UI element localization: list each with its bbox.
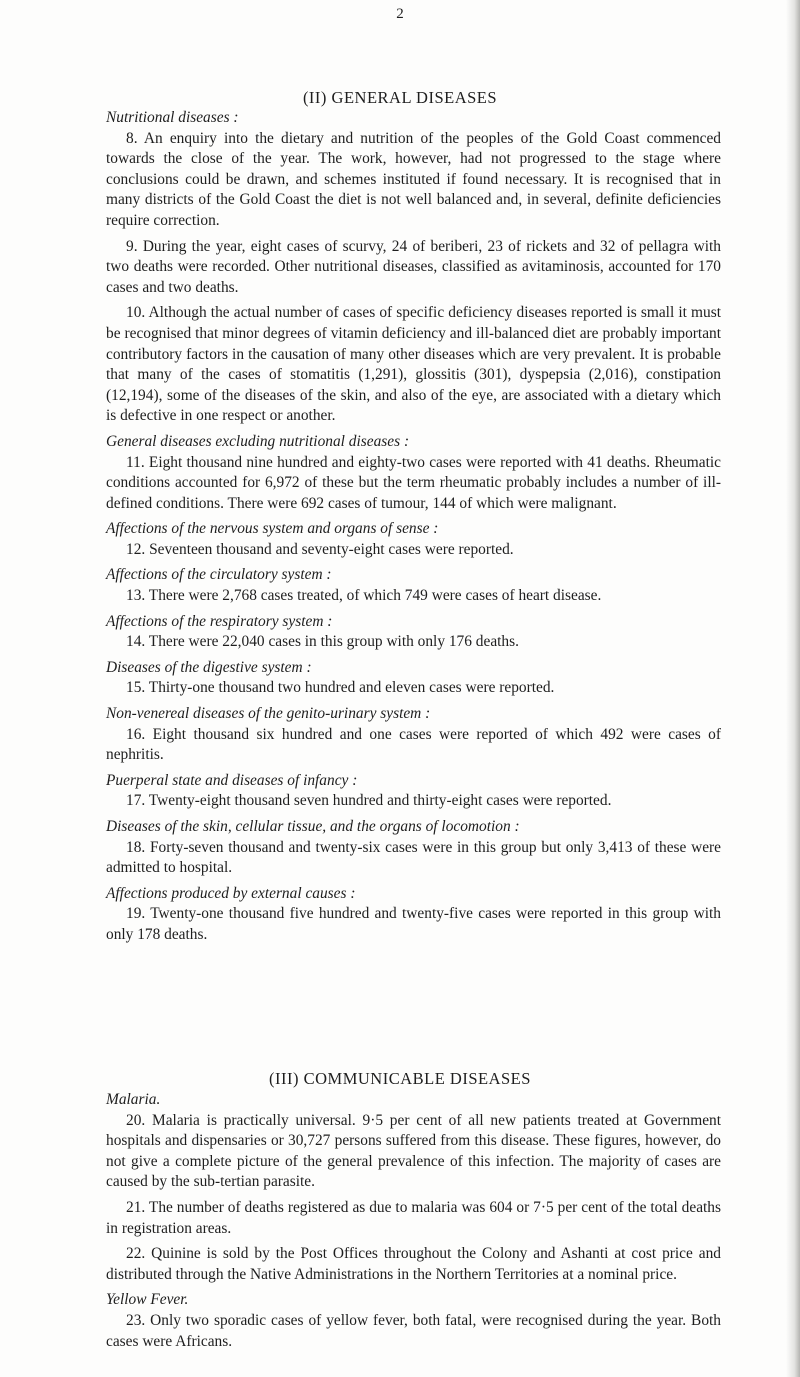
paragraph-19: 19. Twenty-one thousand five hundred and twenty-five cases were reported in this group with only 178 deaths. — [106, 905, 721, 943]
heading-nervous: Affections of the nervous system and organs of sense : — [106, 520, 439, 538]
paragraph-8: 8. An enquiry into the dietary and nutrition of the peoples of the Gold Coast commenced towards the close of the year. The work, however, had not progressed to the stage where conclusions could be drawn, and schemes instituted if found necessary. It is recognised that in many districts of the Gold Coast the diet is not well balanced and, in several, definite deficiencies require correction. — [106, 129, 721, 229]
paragraph-23: 23. Only two sporadic cases of yellow fever, both fatal, were recognised during the year. Both cases were Africans. — [106, 1311, 721, 1350]
heading-puerperal: Puerperal state and diseases of infancy : — [106, 771, 358, 789]
paragraph-13: 13. There were 2,768 cases treated, of which 749 were cases of heart disease. — [126, 587, 602, 605]
paragraph-22: 22. Quinine is sold by the Post Offices throughout the Colony and Ashanti at cost price and distributed through the Native Administrations in the Northern Territories at a nominal price. — [106, 1245, 721, 1283]
heading-circulatory: Affections of the circulatory system : — [106, 566, 332, 584]
heading-skin: Diseases of the skin, cellular tissue, and the organs of locomotion : — [106, 818, 520, 835]
paragraph-16: 16. Eight thousand six hundred and one cases were reported of which 492 were cases of nephritis. — [106, 725, 721, 764]
heading-genito-urinary: Non-venereal diseases of the genito-urinary system : — [106, 705, 431, 723]
section-title-communicable-diseases: (III) COMMUNICABLE DISEASES — [269, 1069, 531, 1088]
document-body — [106, 108, 721, 946]
heading-general: General diseases excluding nutritional diseases : — [106, 432, 410, 450]
paragraph-11: 11. Eight thousand nine hundred and eighty-two cases were reported with 41 deaths. Rheumatic conditions accounted for 6,972 of these but the term rheumatic probably includes a number of ill-defined conditions. There were 692 cases of tumour, 144 of which were malignant. — [106, 453, 721, 512]
page-number: 2 — [396, 6, 404, 22]
paragraph-14: 14. There were 22,040 cases in this group with only 176 deaths. — [126, 633, 519, 651]
paragraph-15: 15. Thirty-one thousand two hundred and eleven cases were reported. — [126, 679, 555, 697]
heading-malaria: Malaria. — [106, 1091, 161, 1108]
page-edge-shadow — [786, 0, 800, 1377]
document-body-communicable — [106, 1090, 721, 1352]
heading-external-causes: Affections produced by external causes : — [106, 884, 356, 902]
section-title-general-diseases: (II) GENERAL DISEASES — [302, 88, 498, 107]
heading-digestive: Diseases of the digestive system : — [106, 658, 312, 676]
heading-respiratory: Affections of the respiratory system : — [106, 612, 333, 630]
paragraph-9: 9. During the year, eight cases of scurvy, 24 of beriberi, 23 of rickets and 32 of pellagra with two deaths were recorded. Other nutritional diseases, classified as avitaminosis, accounted for 170 cases and two deaths. — [106, 237, 721, 296]
heading-nutritional: Nutritional diseases : — [106, 109, 239, 126]
paragraph-20: 20. Malaria is practically universal. 9·5 per cent of all new patients treated at Government hospitals and dispensaries or 30,727 persons suffered from this disease. These figures, however, do not give a complete picture of the general prevalence of this infection. The majority of cases are caused by the sub-tertian parasite. — [106, 1111, 721, 1191]
paragraph-10: 10. Although the actual number of cases of specific deficiency diseases reported is small it must be recognised that minor degrees of vitamin deficiency and ill-balanced diet are probably important contributory factors in the causation of many other diseases which are very prevalent. It is probable that many of the cases of stomatitis (1,291), glossitis (301), dyspepsia (2,016), constipation (12,194), some of the diseases of the skin, and also of the eye, are associated with a dietary which is defective in one respect or another. — [106, 304, 721, 425]
paragraph-17: 17. Twenty-eight thousand seven hundred and thirty-eight cases were reported. — [126, 792, 612, 810]
paragraph-18: 18. Forty-seven thousand and twenty-six cases were in this group but only 3,413 of these were admitted to hospital. — [106, 838, 721, 877]
paragraph-12: 12. Seventeen thousand and seventy-eight cases were reported. — [126, 540, 514, 558]
heading-yellow-fever: Yellow Fever. — [106, 1291, 189, 1309]
paragraph-21: 21. The number of deaths registered as due to malaria was 604 or 7·5 per cent of the total deaths in registration areas. — [106, 1198, 721, 1237]
